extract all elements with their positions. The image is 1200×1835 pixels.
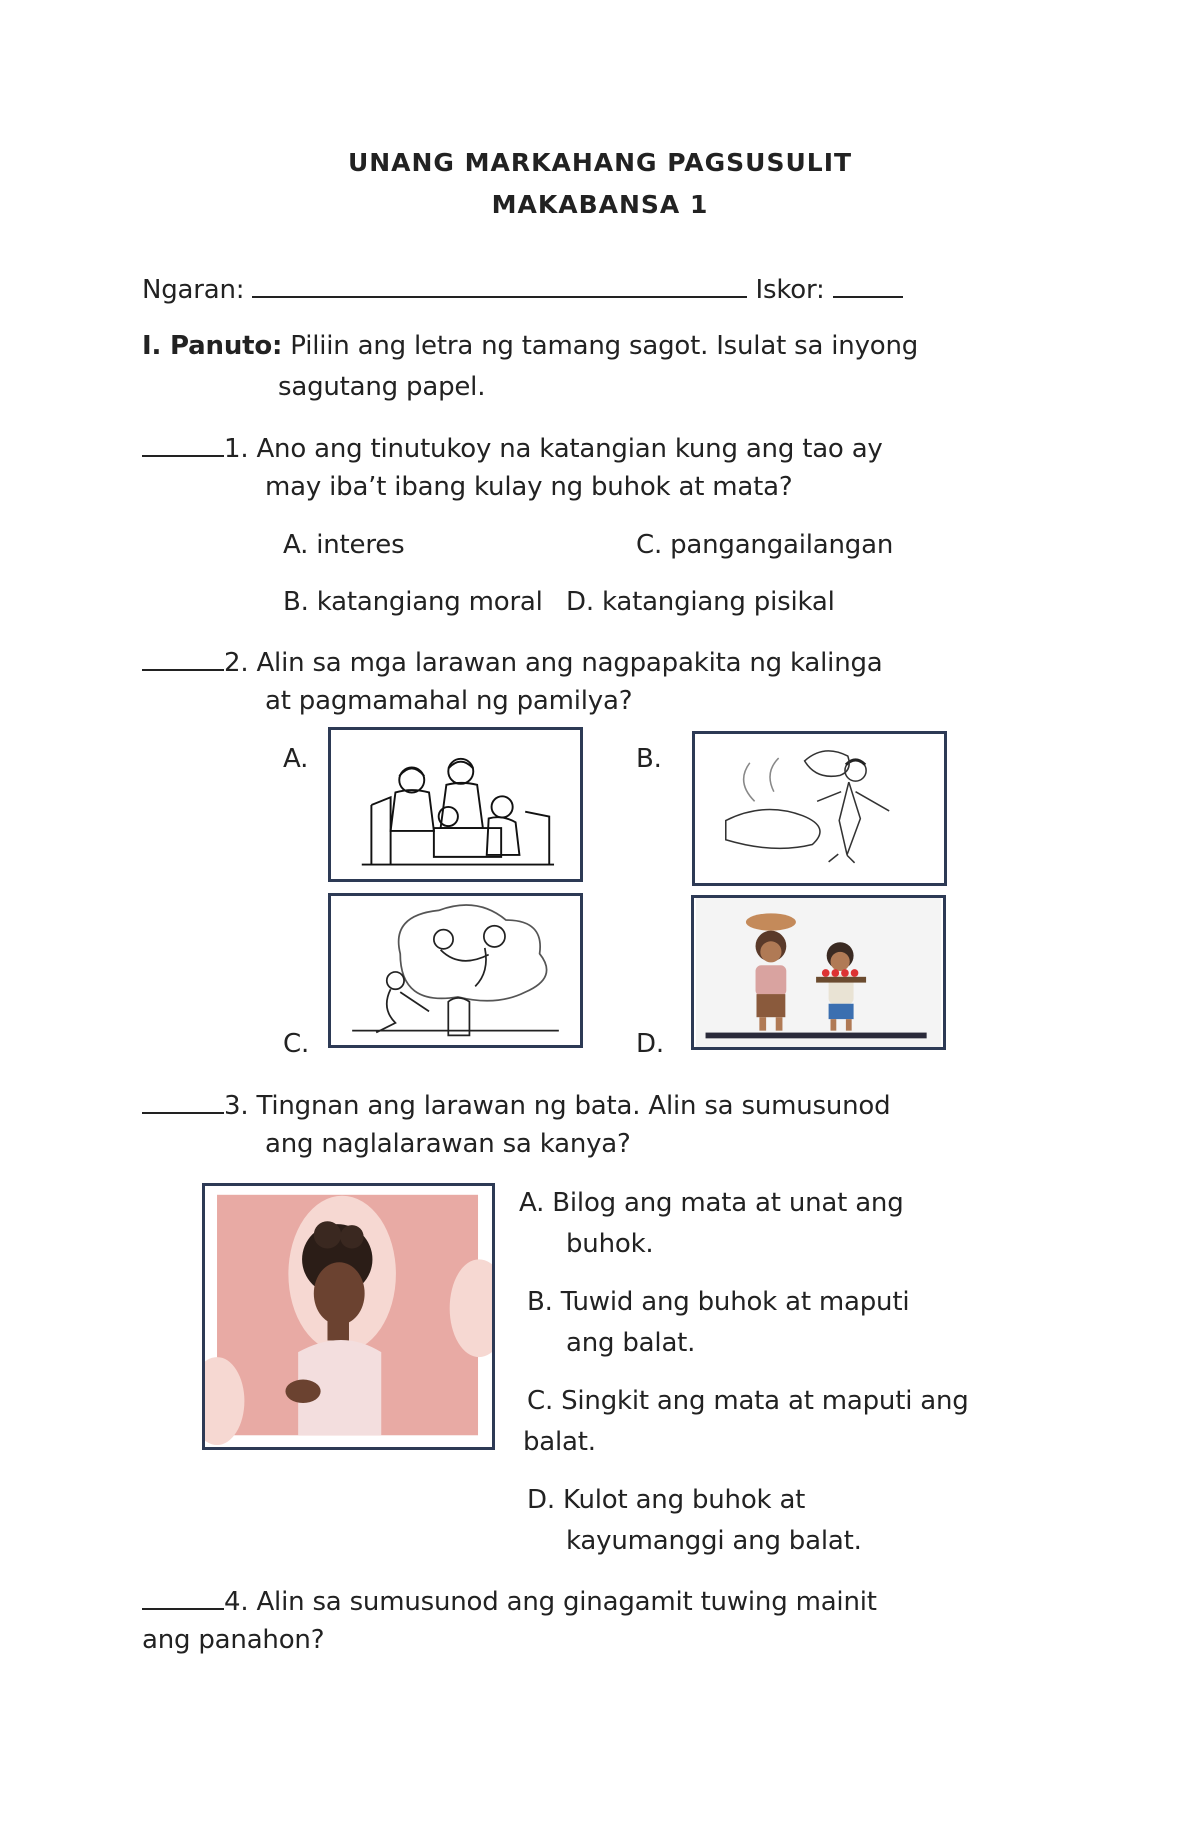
q2-label-c: C.: [283, 1029, 310, 1059]
question-4-line2: ang panahon?: [142, 1625, 325, 1655]
q1-choice-d: D. katangiang pisikal: [566, 587, 835, 617]
score-blank[interactable]: [833, 272, 903, 298]
answer-blank-4[interactable]: [142, 1584, 224, 1610]
question-3-text: 3. Tingnan ang larawan ng bata. Alin sa sumusunod: [224, 1091, 891, 1121]
question-3-line2: ang naglalarawan sa kanya?: [265, 1129, 631, 1159]
question-1-text: 1. Ano ang tinutukoy na katangian kung ang tao ay: [224, 434, 883, 464]
question-4-text: 4. Alin sa sumusunod ang ginagamit tuwing mainit: [224, 1587, 877, 1617]
answer-blank-1[interactable]: [142, 431, 224, 457]
question-3: [142, 1088, 890, 1121]
instructions-line2: sagutang papel.: [278, 372, 486, 402]
boy-carrying-sack-image: [692, 731, 947, 886]
question-2: [142, 645, 883, 678]
q3-choice-b-line2: ang balat.: [566, 1328, 696, 1358]
child-photo-image: [202, 1183, 495, 1450]
q2-label-a: A.: [283, 744, 309, 774]
answer-blank-2[interactable]: [142, 645, 224, 671]
q2-label-b: B.: [636, 744, 662, 774]
q3-choice-c-line1: C. Singkit ang mata at maputi ang: [527, 1386, 969, 1416]
q2-label-d: D.: [636, 1029, 664, 1059]
mother-caring-child-image: [328, 893, 583, 1048]
q3-choice-a-line1: A. Bilog ang mata at unat ang: [519, 1188, 904, 1218]
question-2-line2: at pagmamahal ng pamilya?: [265, 686, 633, 716]
q3-choice-a-line2: buhok.: [566, 1229, 654, 1259]
children-carrying-trays-image: [691, 895, 946, 1050]
score-label: Iskor:: [755, 275, 825, 305]
question-1-line2: may iba’t ibang kulay ng buhok at mata?: [265, 472, 793, 502]
instructions-label: I. Panuto:: [142, 331, 283, 361]
q1-choice-b: B. katangiang moral: [283, 587, 543, 617]
q3-choice-b-line1: B. Tuwid ang buhok at maputi: [527, 1287, 910, 1317]
q3-choice-c-line2: balat.: [523, 1427, 596, 1457]
instructions-line1: [142, 331, 918, 361]
question-1: [142, 431, 883, 464]
name-blank[interactable]: [252, 272, 747, 298]
q3-choice-d-line2: kayumanggi ang balat.: [566, 1526, 862, 1556]
q1-choice-a: A. interes: [283, 530, 405, 560]
name-line: [142, 272, 903, 305]
exam-subject: MAKABANSA 1: [491, 190, 709, 219]
question-4: [142, 1584, 877, 1617]
answer-blank-3[interactable]: [142, 1088, 224, 1114]
q3-choice-d-line1: D. Kulot ang buhok at: [527, 1485, 806, 1515]
instructions-text: Piliin ang letra ng tamang sagot. Isulat sa inyong: [290, 331, 919, 361]
exam-title: UNANG MARKAHANG PAGSUSULIT: [347, 148, 853, 177]
q1-choice-c: C. pangangailangan: [636, 530, 894, 560]
question-2-text: 2. Alin sa mga larawan ang nagpapakita ng kalinga: [224, 648, 883, 678]
family-reading-image: [328, 727, 583, 882]
name-label: Ngaran:: [142, 275, 245, 305]
